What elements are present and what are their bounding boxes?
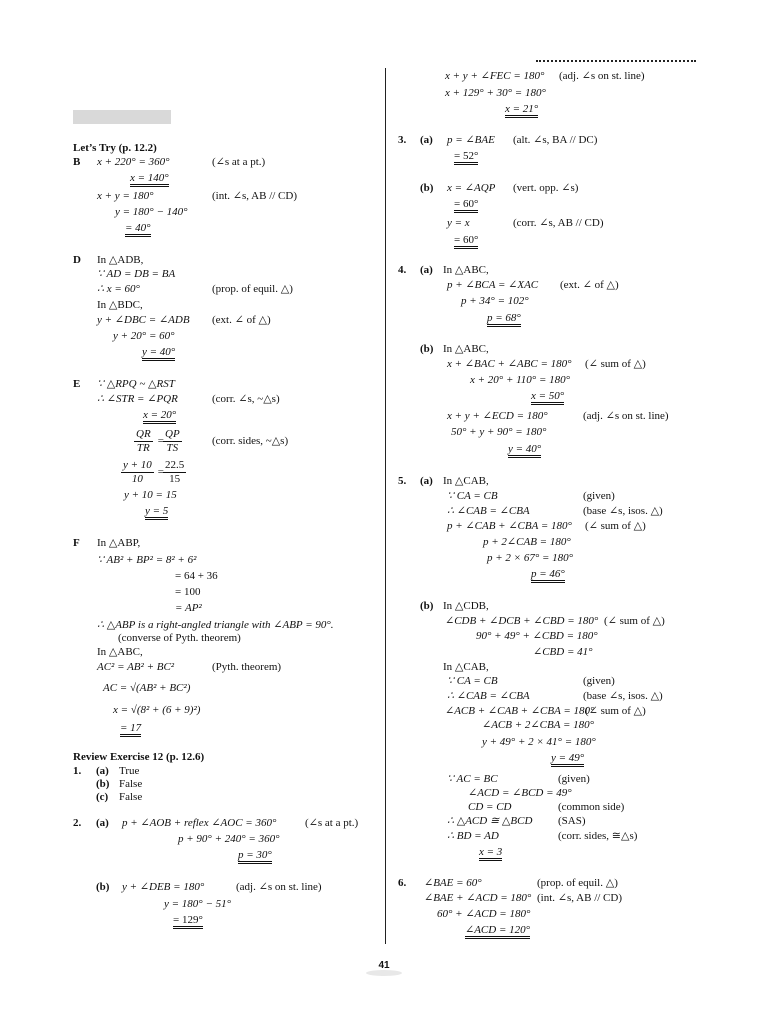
part-label: (b) <box>96 778 110 790</box>
equation-line: x + ∠BAC + ∠ABC = 180° <box>447 358 572 370</box>
reason: (Pyth. theorem) <box>212 661 282 673</box>
equation-line: x + 220° = 360° <box>97 156 170 168</box>
equation-line: p + ∠BCA = ∠XAC <box>447 279 539 291</box>
equation-line: = 100 <box>175 586 201 598</box>
reason: (corr. sides, ~△s) <box>212 435 289 447</box>
equals-sign: = <box>157 466 165 478</box>
fraction: $\frac{y + 10}{10}$ <box>123 459 152 485</box>
lets-try-heading: Let’s Try (p. 12.2) <box>73 142 157 154</box>
section-title-bar <box>73 110 171 124</box>
answer: False <box>119 791 143 803</box>
reason: (adj. ∠s on st. line) <box>559 70 645 82</box>
equation-line: In △CAB, <box>443 475 489 487</box>
equation-answer: y = 40° <box>508 443 541 456</box>
equation-line: ∴ △ABP is a right-angled triangle with ∠ABP = 90°. <box>97 619 334 631</box>
reason: (common side) <box>558 801 625 813</box>
equation-line: x + 129° + 30° = 180° <box>445 87 546 99</box>
equation-line: ∵ AC = BC <box>447 773 498 785</box>
reason: (∠ sum of △) <box>585 520 646 532</box>
reason: (alt. ∠s, BA // DC) <box>513 134 598 146</box>
item-label: B <box>73 156 81 168</box>
equation-line: In △ABC, <box>443 343 489 355</box>
equation-answer: = 60° <box>454 234 478 247</box>
reason: (∠ sum of △) <box>585 358 646 370</box>
equation-line: ∴ x = 60° <box>97 283 140 295</box>
equation-answer: = 17 <box>120 722 141 735</box>
equation-line: In △ADB, <box>97 254 144 266</box>
reason: (SAS) <box>558 815 586 827</box>
equation-line: CD = CD <box>468 801 512 813</box>
equation-line: In △ABC, <box>443 264 489 276</box>
equation-line: ∴ BD = AD <box>447 830 499 842</box>
equation-line: In △CAB, <box>443 661 489 673</box>
equation-line: p + 2∠CAB = 180° <box>483 536 571 548</box>
equation-line: AC = √(AB² + BC²) <box>103 682 191 694</box>
equation-line: ∠ACB + 2∠CBA = 180° <box>482 719 595 731</box>
equation-line: ∵ △RPQ ~ △RST <box>97 378 175 390</box>
part-label: (c) <box>96 791 109 803</box>
equation-line: x + 20° + 110° = 180° <box>470 374 571 386</box>
equation-line: AC² = AB² + BC² <box>97 661 175 673</box>
dotted-rule <box>536 60 696 62</box>
equation-answer: x = 3 <box>479 846 502 859</box>
equation-line: x + y + ∠ECD = 180° <box>447 410 548 422</box>
part-label: (a) <box>420 475 433 487</box>
equation-line: = 64 + 36 <box>175 570 218 582</box>
reason: (∠ sum of △) <box>585 705 646 717</box>
reason: (int. ∠s, AB // CD) <box>537 892 623 904</box>
equation-line: ∴ △ACD ≅ △BCD <box>447 815 533 827</box>
equation-answer: ∠ACD = 120° <box>465 924 530 937</box>
equation-line: p + 90° + 240° = 360° <box>178 833 280 845</box>
reason: (base ∠s, isos. △) <box>583 690 663 702</box>
equation-line: 60° + ∠ACD = 180° <box>437 908 531 920</box>
equation-line: x + y = 180° <box>97 190 154 202</box>
equation-line: y + ∠DEB = 180° <box>122 881 205 893</box>
reason: (∠s at a pt.) <box>305 817 359 829</box>
equation-line: y = x <box>447 217 470 229</box>
equation-line: p + 2 × 67° = 180° <box>487 552 574 564</box>
equation-line: y + 49° + 2 × 41° = 180° <box>482 736 596 748</box>
equation-line: y + ∠DBC = ∠ADB <box>97 314 190 326</box>
reason: (ext. ∠ of △) <box>212 314 271 326</box>
equation-answer: p = 68° <box>487 312 521 325</box>
equation-line: ∴ ∠CAB = ∠CBA <box>447 690 530 702</box>
equation-line: p = ∠BAE <box>447 134 495 146</box>
column-divider <box>385 68 386 944</box>
equals-sign: = <box>157 435 165 447</box>
equation-line: p + ∠CAB + ∠CBA = 180° <box>447 520 572 532</box>
equation-line: ∵ CA = CB <box>447 490 498 502</box>
reason: (ext. ∠ of △) <box>560 279 619 291</box>
question-number: 5. <box>398 475 407 487</box>
reason: (corr. ∠s, AB // CD) <box>513 217 604 229</box>
equation-line: x + y + ∠FEC = 180° <box>445 70 545 82</box>
equation-line: y = 180° − 140° <box>115 206 188 218</box>
equation-line: = AP² <box>175 602 202 614</box>
equation-answer: = 129° <box>173 914 203 927</box>
equation-line: ∠CDB + ∠DCB + ∠CBD = 180° <box>445 615 599 627</box>
review-heading: Review Exercise 12 (p. 12.6) <box>73 751 205 763</box>
fraction: $\frac{QR}{TR}$ <box>136 428 151 454</box>
part-label: (b) <box>420 600 434 612</box>
equation-answer: = 60° <box>454 198 478 211</box>
equation-line: p + 34° = 102° <box>461 295 529 307</box>
question-number: 2. <box>73 817 82 829</box>
reason: (adj. ∠s on st. line) <box>236 881 322 893</box>
equation-line: y + 10 = 15 <box>124 489 177 501</box>
reason: (given) <box>558 773 590 785</box>
equation-answer: p = 30° <box>238 849 272 862</box>
equation-line: ∠BAE = 60° <box>424 877 482 889</box>
equation-line: ∠ACB + ∠CAB + ∠CBA = 180° <box>445 705 595 717</box>
reason: (∠ sum of △) <box>604 615 665 627</box>
reason: (given) <box>583 675 615 687</box>
reason: (corr. ∠s, ~△s) <box>212 393 280 405</box>
reason: (prop. of equil. △) <box>212 283 293 295</box>
equation-line: In △ABC, <box>97 646 143 658</box>
reason: (∠s at a pt.) <box>212 156 266 168</box>
equation-line: ∴ ∠STR = ∠PQR <box>97 393 178 405</box>
equation-line: ∴ ∠CAB = ∠CBA <box>447 505 530 517</box>
equation-line: x = 140° <box>130 172 169 185</box>
equation-line: ∵ AB² + BP² = 8² + 6² <box>97 554 197 566</box>
item-label: F <box>73 537 80 549</box>
answer: True <box>119 765 140 777</box>
part-label: (b) <box>96 881 110 893</box>
equation-line: ∵ CA = CB <box>447 675 498 687</box>
equation-line: p + ∠AOB + reflex ∠AOC = 360° <box>122 817 277 829</box>
equation-line: ∵ AD = DB = BA <box>97 268 176 280</box>
equation-line: 90° + 49° + ∠CBD = 180° <box>476 630 598 642</box>
item-label: E <box>73 378 81 390</box>
equation-line: x = ∠AQP <box>447 182 496 194</box>
part-label: (a) <box>420 264 433 276</box>
equation-line: ∠CBD = 41° <box>533 646 593 658</box>
equation-answer: y = 5 <box>145 505 168 518</box>
reason: (adj. ∠s on st. line) <box>583 410 669 422</box>
equation-answer: y = 49° <box>551 752 584 765</box>
part-label: (a) <box>96 817 109 829</box>
equation-answer: p = 46° <box>531 568 565 581</box>
reason: (prop. of equil. △) <box>537 877 618 889</box>
equation-answer: = 52° <box>454 150 478 163</box>
equation-line: x = √(8² + (6 + 9)²) <box>113 704 201 716</box>
equation-line: x = 20° <box>143 409 176 422</box>
equation-line: ∠ACD = ∠BCD = 49° <box>468 787 572 799</box>
equation-line: ∠BAE + ∠ACD = 180° <box>424 892 532 904</box>
equation-line: In △CDB, <box>443 600 489 612</box>
equation-answer: x = 21° <box>505 103 538 116</box>
reason: (base ∠s, isos. △) <box>583 505 663 517</box>
answer: False <box>119 778 143 790</box>
equation-line: 50° + y + 90° = 180° <box>451 426 547 438</box>
page-number: 41 <box>378 960 390 971</box>
equation-answer: x = 50° <box>531 390 564 403</box>
part-label: (b) <box>420 182 434 194</box>
part-label: (b) <box>420 343 434 355</box>
part-label: (a) <box>96 765 109 777</box>
question-number: 3. <box>398 134 407 146</box>
equation-answer: y = 40° <box>142 346 175 359</box>
equation-line: y + 20° = 60° <box>113 330 175 342</box>
question-number: 6. <box>398 877 407 889</box>
question-number: 4. <box>398 264 407 276</box>
reason: (int. ∠s, AB // CD) <box>212 190 298 202</box>
reason: (given) <box>583 490 615 502</box>
equation-answer: = 40° <box>125 222 151 235</box>
reason: (vert. opp. ∠s) <box>513 182 579 194</box>
question-number: 1. <box>73 765 82 777</box>
part-label: (a) <box>420 134 433 146</box>
equation-line: In △ABP, <box>97 537 141 549</box>
equation-line: y = 180° − 51° <box>164 898 232 910</box>
reason: (corr. sides, ≅△s) <box>558 830 638 842</box>
item-label: D <box>73 254 81 266</box>
fraction: $\frac{QP}{TS}$ <box>165 428 180 454</box>
reason: (converse of Pyth. theorem) <box>118 632 241 644</box>
equation-line: In △BDC, <box>97 299 143 311</box>
fraction: $\frac{22.5}{15}$ <box>165 459 185 485</box>
